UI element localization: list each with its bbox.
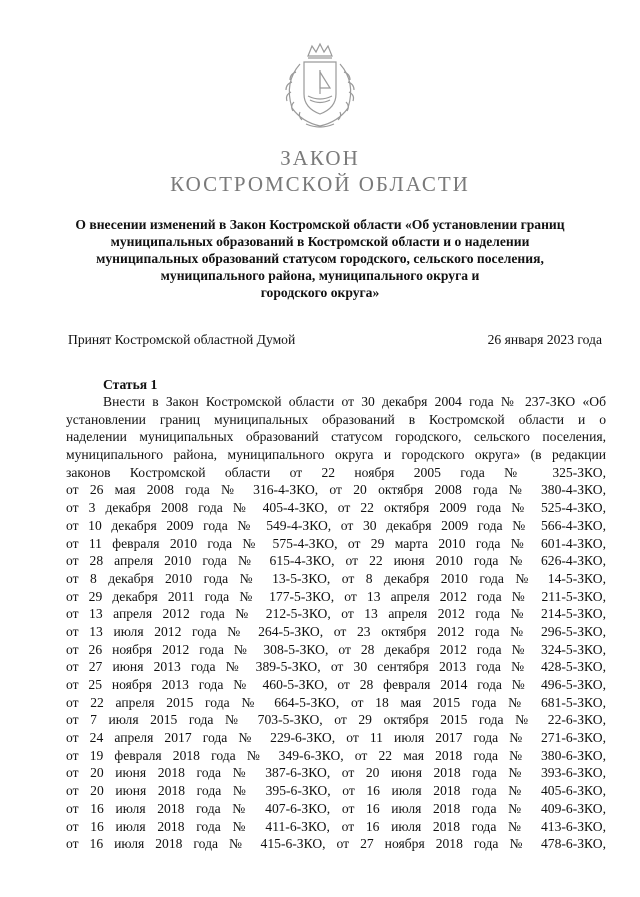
law-subtitle bbox=[60, 216, 580, 301]
article-line: от 22 апреля 2015 года № 664-5-ЗКО, от 18 мая 2015 года № 681-5-ЗКО, bbox=[66, 694, 606, 710]
article-line: от 3 декабря 2008 года № 405-4-ЗКО, от 22 октября 2009 года № 525-4-ЗКО, bbox=[66, 500, 606, 516]
article-line: от 26 ноября 2012 года № 308-5-ЗКО, от 28 декабря 2012 года № 324-5-ЗКО, bbox=[66, 641, 606, 657]
article-line: от 11 февраля 2010 года № 575-4-ЗКО, от 29 марта 2010 года № 601-4-ЗКО, bbox=[66, 535, 606, 551]
adoption-date: 26 января 2023 года bbox=[487, 332, 602, 347]
article-line: от 20 июня 2018 года № 387-6-ЗКО, от 20 июня 2018 года № 393-6-ЗКО, bbox=[66, 765, 606, 781]
article-line: наделении муниципальных образований статусом городского, сельского поселения, bbox=[66, 429, 606, 445]
article-line: от 16 июля 2018 года № 415-6-ЗКО, от 27 ноября 2018 года № 478-6-ЗКО, bbox=[66, 836, 606, 852]
article-line: от 29 декабря 2011 года № 177-5-ЗКО, от 13 апреля 2012 года № 211-5-ЗКО, bbox=[66, 588, 606, 604]
article-line: от 7 июля 2015 года № 703-5-ЗКО, от 29 октября 2015 года № 22-6-ЗКО, bbox=[66, 712, 606, 728]
article-line: законов Костромской области от 22 ноября 2005 года № 325-ЗКО, bbox=[66, 464, 606, 480]
law-region-title: КОСТРОМСКОЙ ОБЛАСТИ bbox=[170, 172, 470, 196]
article-line: от 13 июля 2012 года № 264-5-ЗКО, от 23 октября 2012 года № 296-5-ЗКО, bbox=[66, 623, 606, 639]
article-line: от 26 мая 2008 года № 316-4-ЗКО, от 20 октября 2008 года № 380-4-ЗКО, bbox=[66, 482, 606, 498]
article-line: от 25 ноября 2013 года № 460-5-ЗКО, от 28 февраля 2014 года № 496-5-ЗКО, bbox=[66, 677, 606, 692]
article-line: от 8 декабря 2010 года № 13-5-ЗКО, от 8 декабря 2010 года № 14-5-ЗКО, bbox=[66, 570, 606, 586]
subtitle-line: городского округа» bbox=[260, 285, 380, 300]
article-line: от 16 июля 2018 года № 411-6-ЗКО, от 16 июля 2018 года № 413-6-ЗКО, bbox=[66, 818, 606, 834]
article-line: от 28 апреля 2010 года № 615-4-ЗКО, от 22 июня 2010 года № 626-4-ЗКО, bbox=[66, 553, 606, 569]
adopted-by: Принят Костромской областной Думой bbox=[68, 332, 296, 347]
article-line: от 19 февраля 2018 года № 349-6-ЗКО, от 22 мая 2018 года № 380-6-ЗКО, bbox=[66, 747, 606, 763]
article-line: от 27 июня 2013 года № 389-5-ЗКО, от 30 сентября 2013 года № 428-5-ЗКО, bbox=[66, 659, 606, 675]
article-line: Внести в Закон Костромской области от 30 декабря 2004 года № 237-ЗКО «Об bbox=[103, 394, 606, 409]
article-line: от 20 июня 2018 года № 395-6-ЗКО, от 16 июля 2018 года № 405-6-ЗКО, bbox=[66, 783, 606, 799]
article-body bbox=[66, 393, 606, 853]
article-heading: Статья 1 bbox=[103, 377, 158, 392]
article-line: муниципального района, муниципального округа и городского округа» (в редакции bbox=[66, 447, 606, 463]
subtitle-line: муниципальных образований статусом городского, сельского поселения, bbox=[96, 251, 544, 266]
article-line: от 16 июля 2018 года № 407-6-ЗКО, от 16 июля 2018 года № 409-6-ЗКО, bbox=[66, 800, 606, 816]
subtitle-line: О внесении изменений в Закон Костромской области «Об установлении границ bbox=[75, 217, 565, 232]
subtitle-line: муниципальных образований в Костромской области и о наделении bbox=[110, 234, 530, 249]
subtitle-line: муниципального района, муниципального округа и bbox=[160, 268, 480, 283]
article-line: установлении границ муниципальных образований в Костромской области и о bbox=[66, 411, 606, 427]
article-line: от 13 апреля 2012 года № 212-5-ЗКО, от 13 апреля 2012 года № 214-5-ЗКО, bbox=[66, 606, 606, 622]
coat-of-arms-emblem bbox=[270, 42, 370, 132]
article-line: от 24 апреля 2017 года № 229-6-ЗКО, от 11 июля 2017 года № 271-6-ЗКО, bbox=[66, 730, 606, 746]
law-title: ЗАКОН bbox=[280, 146, 360, 170]
article-line: от 10 декабря 2009 года № 549-4-ЗКО, от 30 декабря 2009 года № 566-4-ЗКО, bbox=[66, 517, 606, 533]
